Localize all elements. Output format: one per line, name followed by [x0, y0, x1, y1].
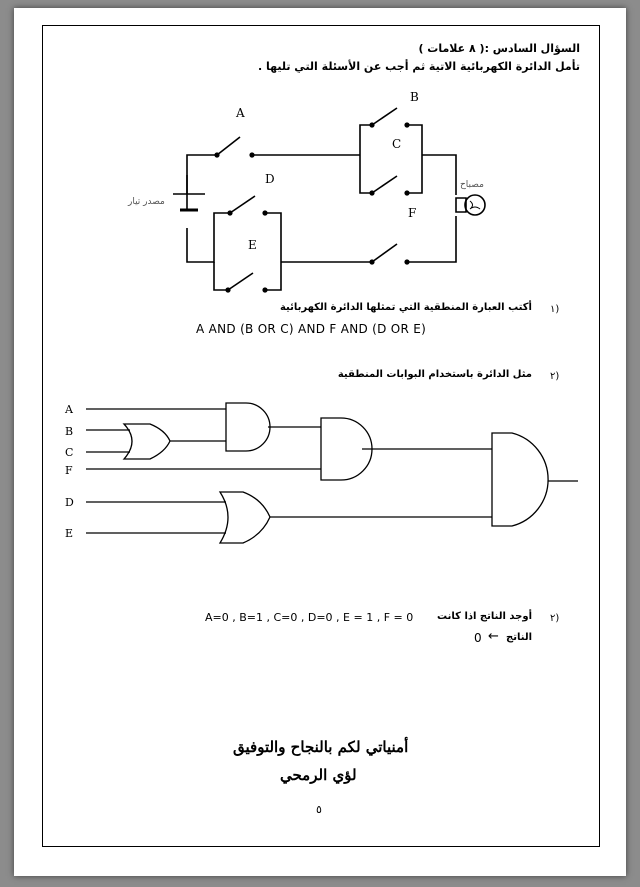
- switch-label-f: F: [408, 206, 417, 220]
- switch-label-c: C: [392, 137, 402, 151]
- page-number: ٥: [316, 803, 322, 816]
- switch-label-d: D: [265, 172, 275, 186]
- switch-c-contact: [369, 190, 374, 195]
- power-source-label: مصدر تيار: [128, 197, 165, 207]
- q1-text: أكتب العبارة المنطقية التي تمثلها الدائرة الكهربائية: [279, 302, 532, 313]
- switch-b-contact: [369, 122, 374, 127]
- gate-input-label-e: E: [65, 527, 74, 540]
- q3-result-label: الناتج: [506, 632, 532, 643]
- switch-e-contact: [262, 287, 267, 292]
- q1-number: ١): [550, 304, 560, 315]
- q3-text: أوجد الناتج اذا كانت: [437, 611, 532, 622]
- gate-input-label-c: C: [65, 446, 74, 459]
- or-gate-d-e: [220, 492, 270, 543]
- gate-input-label-d: D: [65, 496, 74, 509]
- question-instruction: تأمل الدائرة الكهربائية الاتية ثم أجب عن الأسئلة التي تليها .: [257, 60, 580, 73]
- switch-label-b: B: [410, 90, 419, 104]
- logic-gates-diagram: [0, 390, 640, 550]
- footer-wish: أمنياتي لكم بالنجاح والتوفيق: [233, 738, 409, 756]
- or-gate-b-c: [124, 424, 170, 459]
- gate-input-label-a: A: [65, 403, 73, 416]
- q3-number: ٢): [550, 613, 560, 624]
- switch-label-e: E: [248, 238, 257, 252]
- q2-number: ٢): [550, 371, 560, 382]
- electric-circuit-diagram: [0, 0, 640, 310]
- q3-result-arrow: ←: [488, 629, 499, 644]
- switch-a-contact: [249, 152, 254, 157]
- switch-f-contact: [369, 259, 374, 264]
- switch-d-contact: [262, 210, 267, 215]
- q3-values: A=0 , B=1 , C=0 , D=0 , E = 1 , F = 0: [205, 611, 414, 624]
- and-gate-final: [492, 433, 548, 526]
- switch-f-contact: [404, 259, 409, 264]
- switch-e-contact: [225, 287, 230, 292]
- switch-label-a: A: [236, 106, 245, 120]
- q1-answer: A AND (B OR C) AND F AND (D OR E): [196, 322, 427, 336]
- switch-b-contact: [404, 122, 409, 127]
- and-gate-a-bc: [226, 403, 270, 451]
- lamp-label: مصباح: [460, 180, 484, 190]
- switch-d-contact: [227, 210, 232, 215]
- switch-c-contact: [404, 190, 409, 195]
- gate-input-label-b: B: [65, 425, 74, 438]
- question-title: السؤال السادس :( ٨ علامات ): [418, 42, 580, 55]
- q2-text: مثل الدائرة باستخدام البوابات المنطقية: [337, 369, 532, 380]
- gate-input-label-f: F: [65, 464, 73, 477]
- switch-a-contact: [214, 152, 219, 157]
- q3-result-value: 0: [474, 631, 482, 645]
- footer-author: لؤي الرمحي: [280, 766, 357, 784]
